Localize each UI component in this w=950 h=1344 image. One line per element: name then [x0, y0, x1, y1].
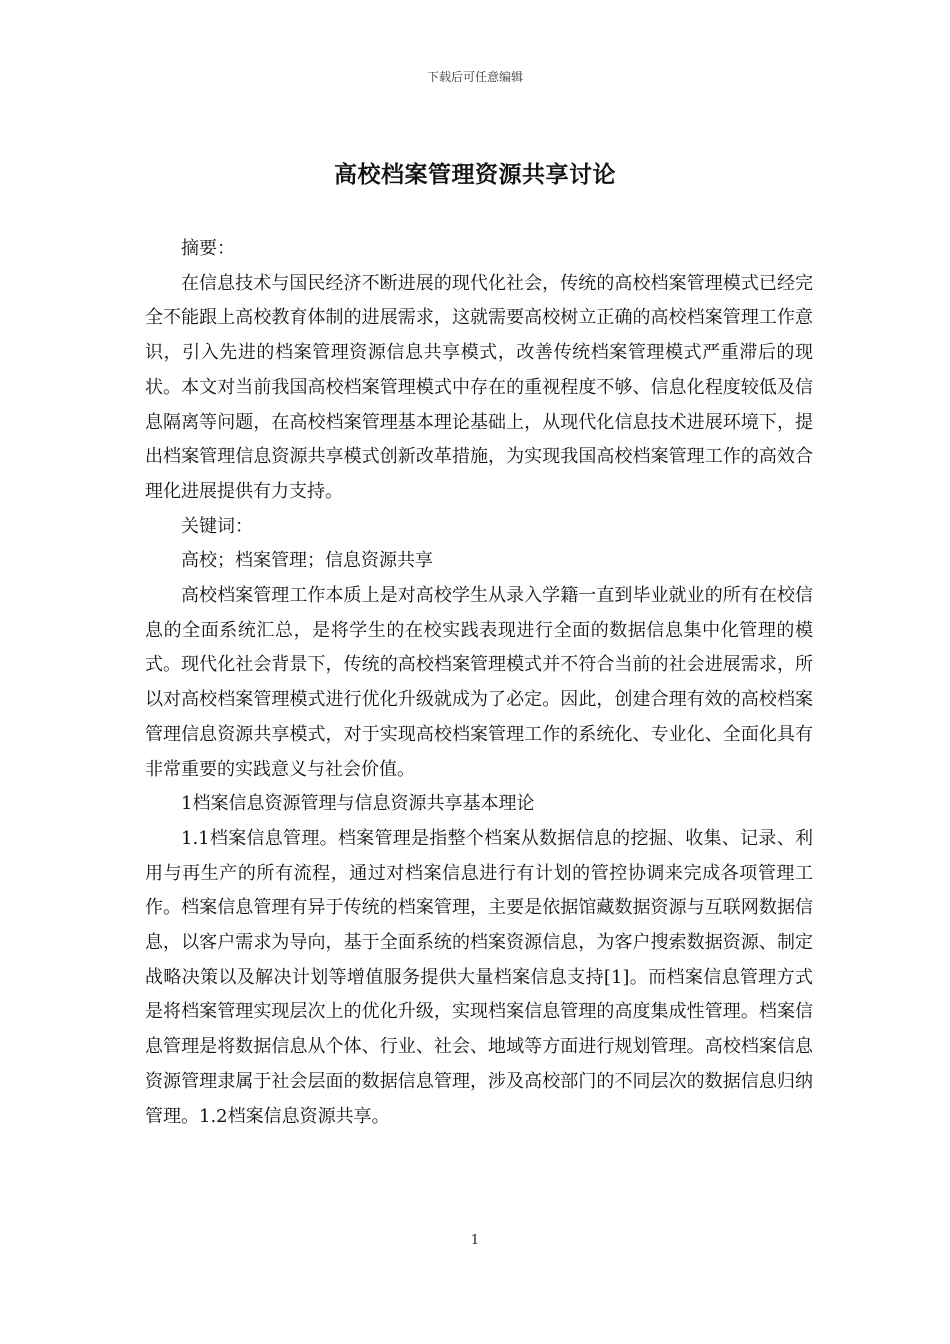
page-number: 1	[470, 1233, 480, 1248]
section-1-heading: 1档案信息资源管理与信息资源共享基本理论	[181, 793, 535, 815]
section-1-1-paragraph: 1.1档案信息管理。档案管理是指整个档案从数据信息的挖掘、收集、记录、利用与再生产的所有流程，通过对档案信息进行有计划的管控协调来完成各项管理工作。档案信息管理有异于传统的档案管理，主要是依据馆藏数据资源与互联网数据信息，以客户需求为导向，基于全面系统的档案资源信息，为客户搜索数据资源、制定战略决策以及解决计划等增值服务提供大量档案信息支持[1]。而档案信息管理方式是将档案管理实现层次上的优化升级，实现档案信息管理的高度集成性管理。档案信息管理是将数据信息从个体、行业、社会、地域等方面进行规划管理。高校档案信息资源管理隶属于社会层面的数据信息管理，涉及高校部门的不同层次的数据信息归纳管理。1.2档案信息资源共享。	[145, 827, 813, 1127]
document-title: 高校档案管理资源共享讨论	[334, 161, 616, 188]
abstract-label: 摘要：	[181, 238, 235, 259]
intro-paragraph: 高校档案管理工作本质上是对高校学生从录入学籍一直到毕业就业的所有在校信息的全面系统汇总，是将学生的在校实践表现进行全面的数据信息集中化管理的模式。现代化社会背景下，传统的高校档案管理模式并不符合当前的社会进展需求，所以对高校档案管理模式进行优化升级就成为了必定。因此，创建合理有效的高校档案管理信息资源共享模式，对于实现高校档案管理工作的系统化、专业化、全面化具有非常重要的实践意义与社会价值。	[145, 585, 813, 780]
document-body	[145, 232, 813, 1134]
abstract-paragraph: 在信息技术与国民经济不断进展的现代化社会，传统的高校档案管理模式已经完全不能跟上高校教育体制的进展需求，这就需要高校树立正确的高校档案管理工作意识，引入先进的档案管理资源信息共享模式，改善传统档案管理模式严重滞后的现状。本文对当前我国高校档案管理模式中存在的重视程度不够、信息化程度较低及信息隔离等问题，在高校档案管理基本理论基础上，从现代化信息技术进展环境下，提出档案管理信息资源共享模式创新改革措施，为实现我国高校档案管理工作的高效合理化进展提供有力支持。	[145, 272, 813, 502]
keywords-label: 关键词：	[181, 515, 253, 537]
keywords-paragraph: 高校；档案管理；信息资源共享	[181, 550, 433, 572]
page-header-note: 下载后可任意编辑	[426, 70, 523, 84]
